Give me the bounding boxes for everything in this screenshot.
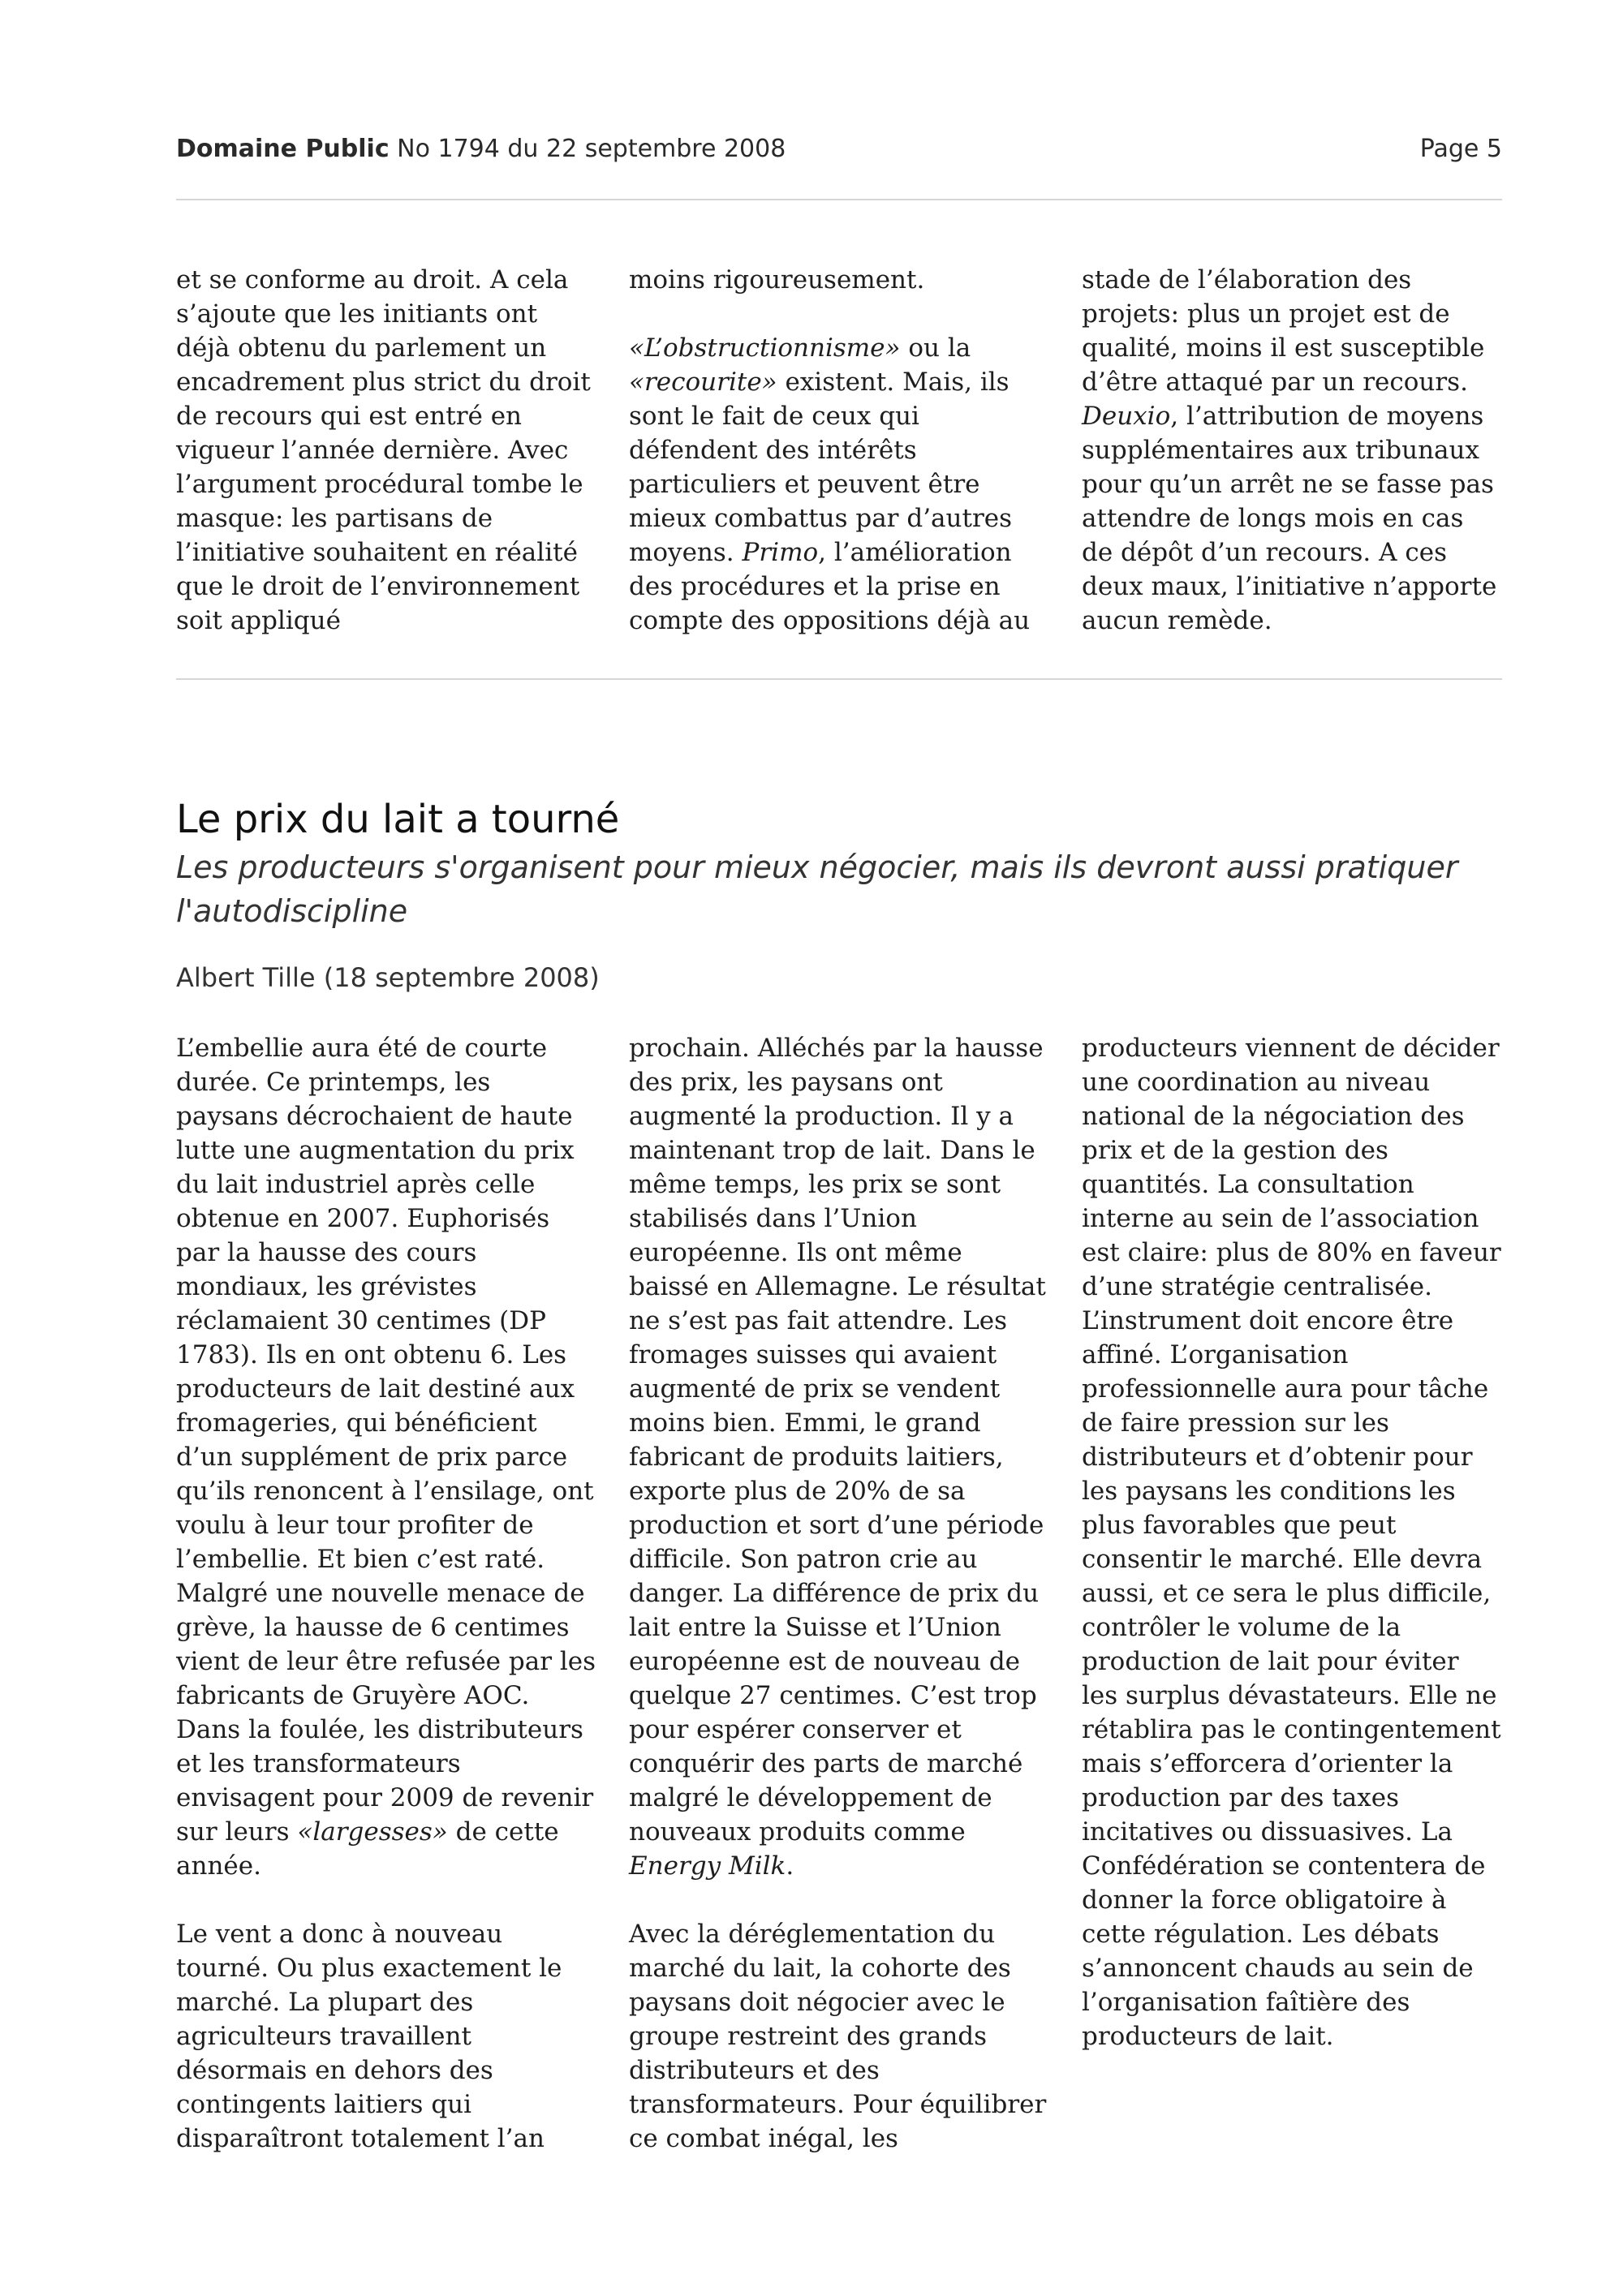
article-title: Le prix du lait a tourné [176, 797, 620, 842]
article-subtitle: Les producteurs s'organisent pour mieux négocier, mais ils devront aussi pratiquer l'autodiscipline [176, 849, 1458, 929]
emphasis: Primo [742, 538, 819, 567]
previous-article-column-2 [629, 263, 1049, 638]
emphasis: Deuxio [1082, 402, 1171, 431]
paragraph: prochain. Alléchés par la hausse des prix, les paysans ont augmenté la production. Il y a maintenant trop de lait. Dans le même temps, les prix se sont stabilisés dans l’Union européenne. Ils ont même baissé en Allemagne. Le résultat ne s’est pas fait attendre. Les fromages suisses qui avaient augmenté de prix se vendent moins bien. Emmi, le grand fabricant de produits laitiers, exporte plus de 20% de sa production et sort d’une période difficile. Son patron crie au danger. La différence de prix du lait entre la Suisse et l’Union européenne est de nouveau de quelque 27 centimes. C’est trop pour espérer conserver et conquérir des parts de marché malgré le développement de nouveaux produits comme Energy Milk. [629, 1034, 1046, 1881]
previous-article-column-1 [176, 263, 596, 638]
article-divider [176, 678, 1502, 680]
article-byline: Albert Tille (18 septembre 2008) [176, 962, 600, 993]
issue-info: No 1794 du 22 septembre 2008 [397, 135, 786, 163]
article-column-1 [176, 1031, 596, 2156]
paragraph: Avec la déréglementation du marché du lait, la cohorte des paysans doit négocier avec le groupe restreint des grands distributeurs et des transformateurs. Pour équilibrer ce combat inégal, les [629, 1920, 1047, 2153]
page-number: Page 5 [1419, 135, 1502, 163]
publication-name: Domaine Public [176, 135, 390, 163]
emphasis: «L’obstructionnisme» [629, 333, 901, 363]
paragraph: producteurs viennent de décider une coordination au niveau national de la négociation des prix et de la gestion des quantités. La consultation interne au sein de l’association est claire: plus de 80% en faveur d’une stratégie centralisée. L’instrument doit encore être affiné. L’organisation professionnelle aura pour tâche de faire pression sur les distributeurs et d’obtenir pour les paysans les conditions les plus favorables que peut consentir le marché. Elle devra aussi, et ce sera le plus difficile, contrôler le volume de la production de lait pour éviter les surplus dévastateurs. Elle ne rétablira pas le contingentement mais s’efforcera d’orienter la production par des taxes incitatives ou dissuasives. La Confédération se contentera de donner la force obligatoire à cette régulation. Les débats s’annoncent chauds au sein de l’organisation faîtière des producteurs de lait. [1082, 1034, 1501, 2051]
paragraph: L’embellie aura été de courte durée. Ce printemps, les paysans décrochaient de haute lutte une augmentation du prix du lait industriel après celle obtenue en 2007. Euphorisés par la hausse des cours mondiaux, les grévistes réclamaient 30 centimes (DP 1783). Ils en ont obtenu 6. Les producteurs de lait destiné aux fromageries, qui bénéficient d’un supplément de prix parce qu’ils renoncent à l’ensilage, ont voulu à leur tour profiter de l’embellie. Et bien c’est raté. Malgré une nouvelle menace de grève, la hausse de 6 centimes vient de leur être refusée par les fabricants de Gruyère AOC. Dans la foulée, les distributeurs et les transformateurs envisagent pour 2009 de revenir sur leurs «largesses» de cette année. [176, 1034, 596, 1881]
article-columns [176, 1031, 1502, 2156]
header-divider [176, 199, 1502, 200]
paragraph: «L’obstructionnisme» ou la «recourite» existent. Mais, ils sont le fait de ceux qui défendent des intérêts particuliers et peuvent être mieux combattus par d’autres moyens. Primo, l’amélioration des procédures et la prise en compte des oppositions déjà au [629, 333, 1031, 635]
article-column-3 [1082, 1031, 1502, 2156]
article-column-2 [629, 1031, 1049, 2156]
emphasis: «largesses» [297, 1817, 448, 1847]
previous-article-columns [176, 263, 1502, 638]
page-header [176, 135, 1502, 167]
paragraph: stade de l’élaboration des projets: plus un projet est de qualité, moins il est susceptible d’être attaqué par un recours. Deuxio, l’attribution de moyens supplémentaires aux tribunaux pour qu’un arrêt ne se fasse pas attendre de longs mois en cas de dépôt d’un recours. A ces deux maux, l’initiative n’apporte aucun remède. [1082, 265, 1497, 635]
emphasis: Energy Milk [629, 1851, 786, 1881]
paragraph: et se conforme au droit. A cela s’ajoute que les initiants ont déjà obtenu du parlement un encadrement plus strict du droit de recours qui est entré en vigueur l’année dernière. Avec l’argument procédural tombe le masque: les partisans de l’initiative souhaitent en réalité que le droit de l’environnement soit appliqué [176, 265, 591, 635]
paragraph: moins rigoureusement. [629, 265, 925, 295]
paragraph: Le vent a donc à nouveau tourné. Ou plus exactement le marché. La plupart des agriculteurs travaillent désormais en dehors des contingents laitiers qui disparaîtront totalement l’an [176, 1920, 562, 2153]
header-publication-line [176, 135, 786, 163]
previous-article-column-3 [1082, 263, 1502, 638]
emphasis: «recourite» [629, 368, 777, 397]
